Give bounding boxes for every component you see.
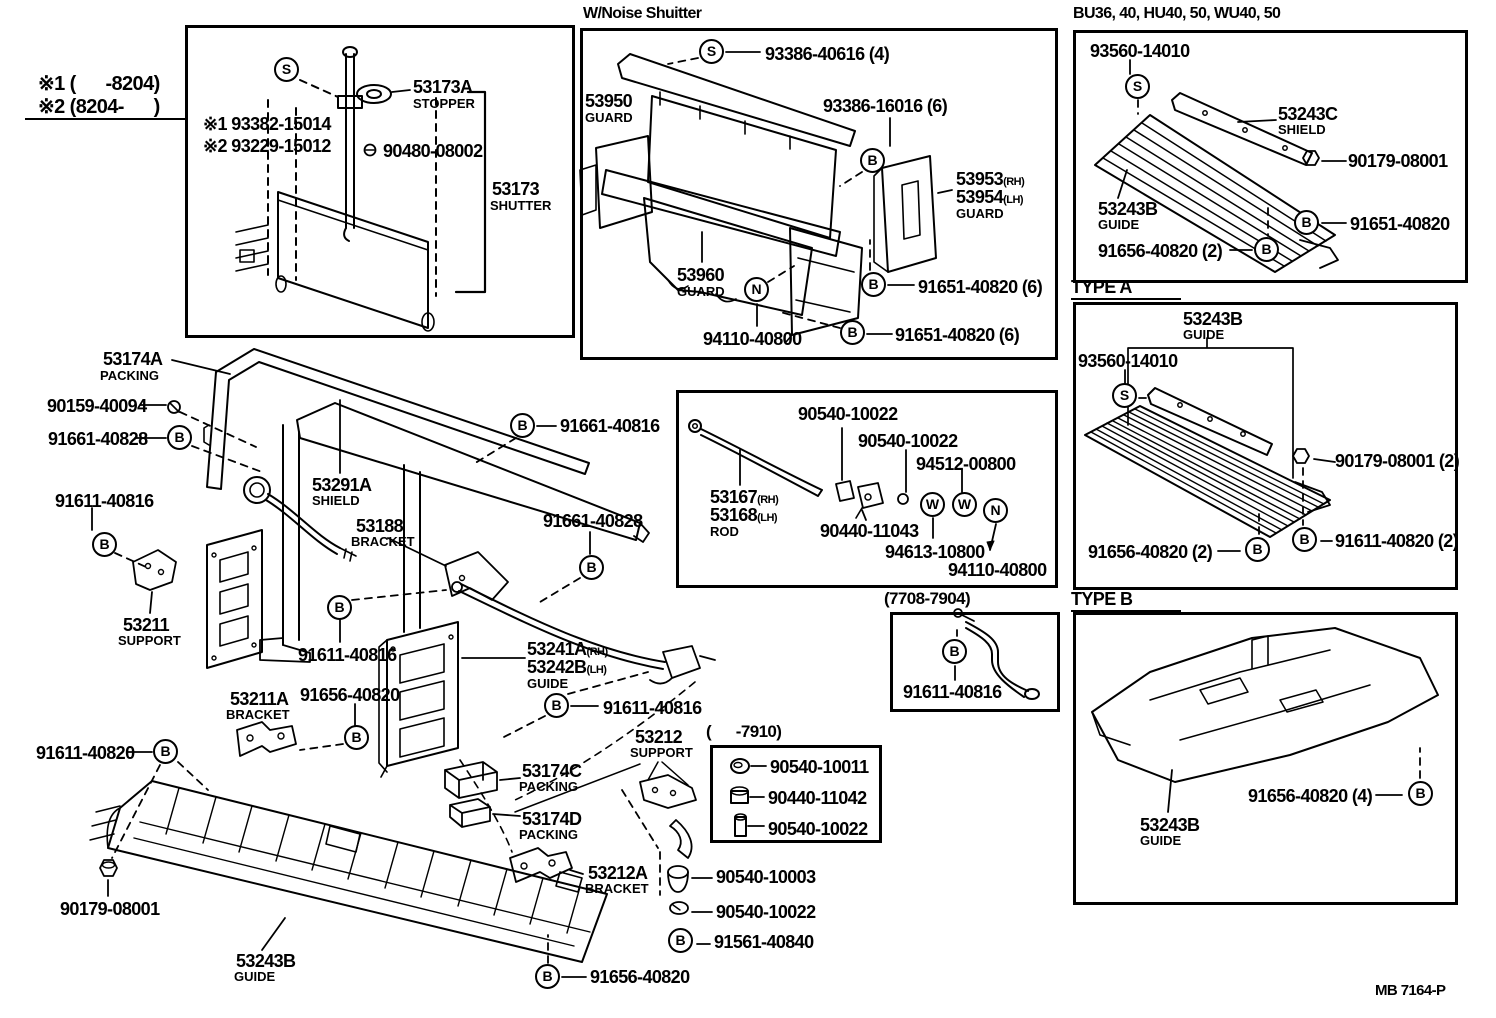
part-91651-40820-a: 91651-40820 (6): [918, 277, 1043, 297]
badge-b-main-40828l: B: [167, 425, 192, 450]
badge-w-rod-2: W: [952, 492, 977, 517]
part-90540-10022-7910: 90540-10022: [768, 819, 868, 839]
part-53168: 53168(LH): [710, 505, 778, 525]
part-93560-14010-bu: 93560-14010: [1090, 41, 1190, 61]
part-91651-40820-bu: 91651-40820: [1350, 214, 1450, 234]
part-94512-00800: 94512-00800: [916, 454, 1016, 474]
part-90440-11043: 90440-11043: [820, 521, 919, 541]
part-90540-10022-rod1: 90540-10022: [798, 404, 898, 424]
part-53174a-name: PACKING: [100, 368, 159, 383]
part-53953: 53953(RH): [956, 169, 1025, 189]
part-91611-40816-bottom: 91611-40816: [603, 698, 702, 718]
part-53174d: 53174D: [522, 809, 582, 829]
part-53174c: 53174C: [522, 761, 582, 781]
part-91656-40820-bottom: 91656-40820: [590, 967, 690, 987]
part-53291a: 53291A: [312, 475, 372, 495]
badge-s-bu: S: [1125, 74, 1150, 99]
badge-b-main-40816b: B: [544, 693, 569, 718]
part-53243b-bu-name: GUIDE: [1098, 217, 1140, 232]
part-53167: 53167(RH): [710, 487, 779, 507]
part-53291a-name: SHIELD: [312, 493, 360, 508]
page-code: MB 7164-P: [1375, 982, 1446, 999]
badge-b-main-40816m: B: [327, 595, 352, 620]
part-53211: 53211: [123, 615, 170, 635]
badge-n-rod: N: [983, 498, 1008, 523]
badge-b-main-91561: B: [668, 928, 693, 953]
part-90540-10022-rod2: 90540-10022: [858, 431, 958, 451]
part-53950: 53950: [585, 91, 633, 111]
part-53953-name: GUARD: [956, 206, 1004, 221]
part-90540-10011: 90540-10011: [770, 757, 869, 777]
part-90179-08001-main: 90179-08001: [60, 899, 160, 919]
part-91611-40816-mid: 91611-40816: [298, 645, 397, 665]
part-90179-08001-ta: 90179-08001 (2): [1335, 451, 1460, 471]
badge-b-noise-3: B: [840, 320, 865, 345]
shutter-note-2: ※2 93229-15012: [203, 136, 331, 156]
part-53241a-name: GUIDE: [527, 676, 569, 691]
badge-b-main-40820: B: [153, 739, 178, 764]
part-91561-40840: 91561-40840: [714, 932, 814, 952]
part-53174d-name: PACKING: [519, 827, 578, 842]
part-53167-name: ROD: [710, 524, 739, 539]
part-90440-11042: 90440-11042: [768, 788, 867, 808]
part-90540-10022-main: 90540-10022: [716, 902, 816, 922]
part-53243b-bu: 53243B: [1098, 199, 1158, 219]
shutter-note-1: ※1 93382-15014: [203, 114, 331, 134]
part-53243b-main: 53243B: [236, 951, 296, 971]
part-94613-10800: 94613-10800: [885, 542, 985, 562]
part-53173: 53173: [492, 179, 540, 199]
badge-b-bu-2: B: [1254, 237, 1279, 262]
part-91661-40828-right: 91661-40828: [543, 511, 643, 531]
badge-s-noise: S: [699, 39, 724, 64]
notes-underline: [25, 92, 185, 120]
part-53212a-name: BRACKET: [585, 881, 649, 896]
part-90179-08001-bu: 90179-08001: [1348, 151, 1448, 171]
part-53174a: 53174A: [103, 349, 163, 369]
badge-w-rod-1: W: [920, 492, 945, 517]
badge-b-noise-1: B: [860, 148, 885, 173]
part-53241a: 53241A(RH): [527, 639, 608, 659]
badge-b-main-91656b: B: [535, 964, 560, 989]
part-53212-name: SUPPORT: [630, 745, 693, 760]
part-53243c: 53243C: [1278, 104, 1338, 124]
part-53243b-ta: 53243B: [1183, 309, 1243, 329]
badge-b-main-40828r: B: [579, 555, 604, 580]
badge-b-ta-1: B: [1292, 527, 1317, 552]
part-91661-40828-left: 91661-40828: [48, 429, 148, 449]
badge-s-shutter: S: [274, 57, 299, 82]
note-2: ※2 (8204- ): [38, 96, 160, 118]
part-53960: 53960: [677, 265, 725, 285]
badge-b-tb: B: [1408, 781, 1433, 806]
part-53211a-name: BRACKET: [226, 707, 290, 722]
part-53188-name: BRACKET: [351, 534, 415, 549]
part-94110-40800-noise: 94110-40800: [703, 329, 802, 349]
part-91656-40820-bu: 91656-40820 (2): [1098, 241, 1223, 261]
part-53954: 53954(LH): [956, 187, 1024, 207]
badge-s-ta: S: [1112, 383, 1137, 408]
part-53211-name: SUPPORT: [118, 633, 181, 648]
badge-b-main-40816l: B: [92, 532, 117, 557]
part-91651-40820-b: 91651-40820 (6): [895, 325, 1020, 345]
part-53243b-ta-name: GUIDE: [1183, 327, 1225, 342]
part-90540-10003: 90540-10003: [716, 867, 816, 887]
part-94110-40800-rod: 94110-40800: [948, 560, 1047, 580]
part-53212: 53212: [635, 727, 683, 747]
part-91611-40816-left: 91611-40816: [55, 491, 154, 511]
type-b-title: TYPE B: [1071, 590, 1181, 612]
noise-section-title: W/Noise Shuitter: [583, 5, 702, 22]
badge-b-main-91656: B: [344, 725, 369, 750]
type-b-section-box: [1073, 612, 1458, 905]
part-53174c-name: PACKING: [519, 779, 578, 794]
note-1: ※1 ( -8204): [38, 73, 160, 95]
part-91611-40820-ta: 91611-40820 (2): [1335, 531, 1459, 551]
badge-b-bu-1: B: [1294, 210, 1319, 235]
part-91656-40820-main: 91656-40820: [300, 685, 400, 705]
part-91656-40820-tb: 91656-40820 (4): [1248, 786, 1373, 806]
part-53173a: 53173A: [413, 77, 473, 97]
part-90159-40094: 90159-40094: [47, 396, 147, 416]
part-53212a: 53212A: [588, 863, 648, 883]
part-53211a: 53211A: [230, 689, 289, 709]
part-53243b-tb-name: GUIDE: [1140, 833, 1182, 848]
part-53173-name: SHUTTER: [490, 198, 552, 213]
part-91611-40820: 91611-40820: [36, 743, 135, 763]
badge-b-ta-2: B: [1245, 537, 1270, 562]
part-93386-16016: 93386-16016 (6): [823, 96, 948, 116]
part-53950-name: GUARD: [585, 110, 633, 125]
part-91611-40816-7708: 91611-40816: [903, 682, 1002, 702]
part-93386-40616: 93386-40616 (4): [765, 44, 890, 64]
part-53243c-name: SHIELD: [1278, 122, 1326, 137]
badge-b-noise-2: B: [861, 272, 886, 297]
badge-b-main-40816t: B: [510, 413, 535, 438]
part-90480-08002: 90480-08002: [383, 141, 483, 161]
badge-b-7708: B: [942, 639, 967, 664]
part-53243b-main-name: GUIDE: [234, 969, 276, 984]
part-91656-40820-ta: 91656-40820 (2): [1088, 542, 1213, 562]
part-53960-name: GUARD: [677, 284, 725, 299]
badge-n-noise: N: [744, 277, 769, 302]
part-93560-14010-ta: 93560-14010: [1078, 351, 1178, 371]
type-a-title: TYPE A: [1071, 278, 1181, 300]
part-91661-40816: 91661-40816: [560, 416, 660, 436]
range-7910-title: ( -7910): [706, 722, 782, 741]
bu36-section-title: BU36, 40, HU40, 50, WU40, 50: [1073, 5, 1281, 22]
range-7708-title: (7708-7904): [884, 589, 971, 608]
part-53242b: 53242B(LH): [527, 657, 607, 677]
part-53188: 53188: [356, 516, 404, 536]
part-53173a-name: STOPPER: [413, 96, 475, 111]
part-53243b-tb: 53243B: [1140, 815, 1200, 835]
